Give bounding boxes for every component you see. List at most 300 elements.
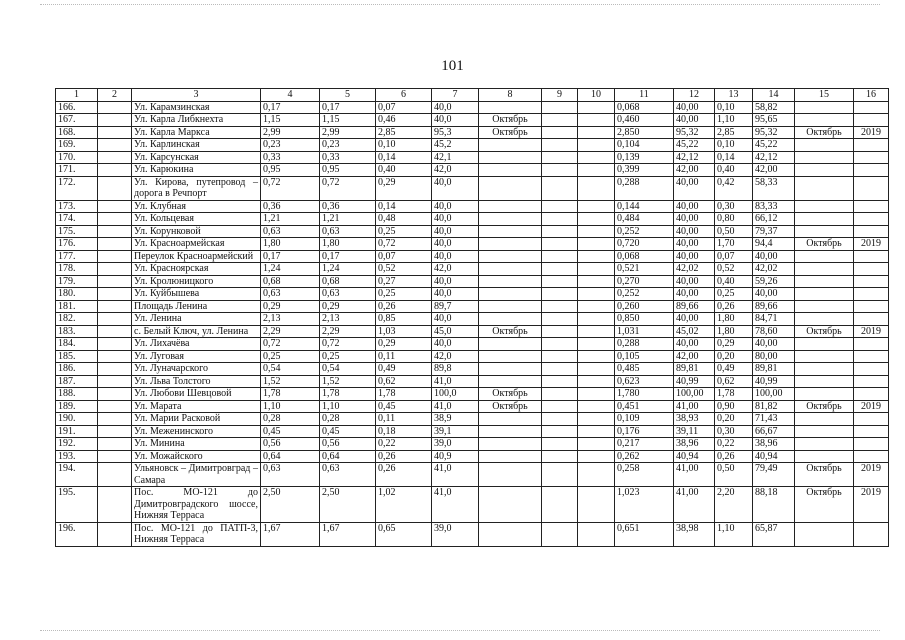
col11-value: 0,850 bbox=[615, 313, 674, 326]
col12-value: 40,00 bbox=[674, 238, 715, 251]
empty-cell bbox=[98, 238, 132, 251]
col6-value: 0,14 bbox=[376, 200, 432, 213]
col13-value: 0,30 bbox=[715, 425, 753, 438]
header-cell: 4 bbox=[261, 89, 320, 102]
empty-cell bbox=[98, 101, 132, 114]
col8-month bbox=[479, 413, 542, 426]
col12-value: 40,00 bbox=[674, 288, 715, 301]
row-number: 176. bbox=[56, 238, 98, 251]
col15-month bbox=[795, 275, 854, 288]
col8-month bbox=[479, 213, 542, 226]
header-cell: 5 bbox=[320, 89, 376, 102]
street-name: Ул. Карамзинская bbox=[132, 101, 261, 114]
col11-value: 0,521 bbox=[615, 263, 674, 276]
col4-value: 1,67 bbox=[261, 522, 320, 546]
col14-value: 59,26 bbox=[753, 275, 795, 288]
empty-cell bbox=[98, 522, 132, 546]
col15-month: Октябрь bbox=[795, 463, 854, 487]
col6-value: 0,22 bbox=[376, 438, 432, 451]
col14-value: 58,33 bbox=[753, 176, 795, 200]
col8-month bbox=[479, 164, 542, 177]
col11-value: 0,068 bbox=[615, 250, 674, 263]
col11-value: 0,176 bbox=[615, 425, 674, 438]
table-row bbox=[56, 487, 889, 523]
col8-month: Октябрь bbox=[479, 325, 542, 338]
col8-month bbox=[479, 250, 542, 263]
col7-value: 42,1 bbox=[432, 151, 479, 164]
col8-month bbox=[479, 139, 542, 152]
col14-value: 88,18 bbox=[753, 487, 795, 523]
col4-value: 1,78 bbox=[261, 388, 320, 401]
empty-cell bbox=[98, 126, 132, 139]
scan-edge-top bbox=[40, 4, 880, 5]
col7-value: 38,9 bbox=[432, 413, 479, 426]
table-row bbox=[56, 139, 889, 152]
col13-value: 0,10 bbox=[715, 139, 753, 152]
col11-value: 0,262 bbox=[615, 450, 674, 463]
table-row bbox=[56, 325, 889, 338]
empty-cell bbox=[542, 425, 578, 438]
col6-value: 0,45 bbox=[376, 400, 432, 413]
empty-cell bbox=[578, 288, 615, 301]
empty-cell bbox=[578, 101, 615, 114]
col7-value: 39,0 bbox=[432, 522, 479, 546]
empty-cell bbox=[578, 400, 615, 413]
col12-value: 95,32 bbox=[674, 126, 715, 139]
empty-cell bbox=[98, 463, 132, 487]
empty-cell bbox=[542, 225, 578, 238]
col7-value: 40,0 bbox=[432, 101, 479, 114]
col6-value: 1,02 bbox=[376, 487, 432, 523]
col7-value: 40,0 bbox=[432, 200, 479, 213]
empty-cell bbox=[542, 375, 578, 388]
header-cell: 6 bbox=[376, 89, 432, 102]
col5-value: 1,21 bbox=[320, 213, 376, 226]
header-cell: 15 bbox=[795, 89, 854, 102]
table-row bbox=[56, 225, 889, 238]
col8-month bbox=[479, 225, 542, 238]
col5-value: 0,63 bbox=[320, 288, 376, 301]
header-cell: 16 bbox=[854, 89, 889, 102]
col5-value: 0,45 bbox=[320, 425, 376, 438]
row-number: 185. bbox=[56, 350, 98, 363]
col4-value: 0,72 bbox=[261, 338, 320, 351]
empty-cell bbox=[542, 151, 578, 164]
col5-value: 0,64 bbox=[320, 450, 376, 463]
street-name: с. Белый Ключ, ул. Ленина bbox=[132, 325, 261, 338]
col14-value: 66,12 bbox=[753, 213, 795, 226]
col12-value: 40,00 bbox=[674, 213, 715, 226]
empty-cell bbox=[578, 263, 615, 276]
col12-value: 40,00 bbox=[674, 275, 715, 288]
row-number: 187. bbox=[56, 375, 98, 388]
col12-value: 40,00 bbox=[674, 101, 715, 114]
col16-year bbox=[854, 425, 889, 438]
col13-value: 0,90 bbox=[715, 400, 753, 413]
col14-value: 81,82 bbox=[753, 400, 795, 413]
col11-value: 0,460 bbox=[615, 114, 674, 127]
col16-year bbox=[854, 313, 889, 326]
col7-value: 40,0 bbox=[432, 213, 479, 226]
col8-month bbox=[479, 176, 542, 200]
row-number: 189. bbox=[56, 400, 98, 413]
empty-cell bbox=[578, 225, 615, 238]
empty-cell bbox=[578, 487, 615, 523]
col8-month bbox=[479, 288, 542, 301]
table-row bbox=[56, 425, 889, 438]
col16-year bbox=[854, 438, 889, 451]
col11-value: 0,623 bbox=[615, 375, 674, 388]
header-cell: 14 bbox=[753, 89, 795, 102]
col15-month bbox=[795, 101, 854, 114]
col11-value: 0,651 bbox=[615, 522, 674, 546]
col16-year bbox=[854, 139, 889, 152]
empty-cell bbox=[578, 363, 615, 376]
table-row bbox=[56, 200, 889, 213]
empty-cell bbox=[542, 139, 578, 152]
table-row bbox=[56, 313, 889, 326]
col13-value: 0,22 bbox=[715, 438, 753, 451]
col4-value: 2,29 bbox=[261, 325, 320, 338]
table-row bbox=[56, 275, 889, 288]
col12-value: 45,22 bbox=[674, 139, 715, 152]
col6-value: 0,48 bbox=[376, 213, 432, 226]
col13-value: 0,30 bbox=[715, 200, 753, 213]
col12-value: 40,94 bbox=[674, 450, 715, 463]
empty-cell bbox=[542, 450, 578, 463]
col16-year bbox=[854, 101, 889, 114]
col5-value: 1,24 bbox=[320, 263, 376, 276]
empty-cell bbox=[98, 350, 132, 363]
col14-value: 79,49 bbox=[753, 463, 795, 487]
col16-year: 2019 bbox=[854, 325, 889, 338]
col14-value: 66,67 bbox=[753, 425, 795, 438]
street-name: Ул. Клубная bbox=[132, 200, 261, 213]
col12-value: 38,96 bbox=[674, 438, 715, 451]
col4-value: 1,15 bbox=[261, 114, 320, 127]
col13-value: 0,26 bbox=[715, 300, 753, 313]
col14-value: 95,32 bbox=[753, 126, 795, 139]
street-name: Ул. Луговая bbox=[132, 350, 261, 363]
row-number: 179. bbox=[56, 275, 98, 288]
col15-month: Октябрь bbox=[795, 325, 854, 338]
col5-value: 2,13 bbox=[320, 313, 376, 326]
street-name: Ул. Льва Толстого bbox=[132, 375, 261, 388]
col4-value: 0,17 bbox=[261, 250, 320, 263]
street-name: Ул. Кролюницкого bbox=[132, 275, 261, 288]
col13-value: 0,20 bbox=[715, 350, 753, 363]
header-row bbox=[56, 89, 889, 102]
street-name: Ул. Карлинская bbox=[132, 139, 261, 152]
empty-cell bbox=[542, 250, 578, 263]
col4-value: 0,23 bbox=[261, 139, 320, 152]
empty-cell bbox=[542, 288, 578, 301]
col11-value: 0,252 bbox=[615, 225, 674, 238]
col7-value: 41,0 bbox=[432, 375, 479, 388]
col5-value: 1,52 bbox=[320, 375, 376, 388]
empty-cell bbox=[542, 238, 578, 251]
col11-value: 0,109 bbox=[615, 413, 674, 426]
col16-year bbox=[854, 200, 889, 213]
col14-value: 42,12 bbox=[753, 151, 795, 164]
col6-value: 0,14 bbox=[376, 151, 432, 164]
col14-value: 40,00 bbox=[753, 288, 795, 301]
col11-value: 1,780 bbox=[615, 388, 674, 401]
col13-value: 0,20 bbox=[715, 413, 753, 426]
col16-year bbox=[854, 114, 889, 127]
row-number: 171. bbox=[56, 164, 98, 177]
empty-cell bbox=[542, 164, 578, 177]
col15-month bbox=[795, 363, 854, 376]
col14-value: 58,82 bbox=[753, 101, 795, 114]
col12-value: 42,02 bbox=[674, 263, 715, 276]
table-row bbox=[56, 263, 889, 276]
col12-value: 100,00 bbox=[674, 388, 715, 401]
col7-value: 40,0 bbox=[432, 176, 479, 200]
street-name: Ул. Куйбышева bbox=[132, 288, 261, 301]
col11-value: 0,144 bbox=[615, 200, 674, 213]
col5-value: 1,15 bbox=[320, 114, 376, 127]
row-number: 177. bbox=[56, 250, 98, 263]
col11-value: 1,023 bbox=[615, 487, 674, 523]
col13-value: 1,10 bbox=[715, 522, 753, 546]
col5-value: 0,72 bbox=[320, 176, 376, 200]
table-row bbox=[56, 238, 889, 251]
col13-value: 0,62 bbox=[715, 375, 753, 388]
col16-year bbox=[854, 375, 889, 388]
col6-value: 0,29 bbox=[376, 176, 432, 200]
col7-value: 40,0 bbox=[432, 313, 479, 326]
col13-value: 0,40 bbox=[715, 275, 753, 288]
col7-value: 40,0 bbox=[432, 275, 479, 288]
table-body bbox=[56, 89, 889, 547]
col14-value: 94,4 bbox=[753, 238, 795, 251]
col13-value: 0,40 bbox=[715, 164, 753, 177]
col16-year bbox=[854, 350, 889, 363]
col4-value: 0,63 bbox=[261, 463, 320, 487]
col4-value: 1,21 bbox=[261, 213, 320, 226]
col4-value: 0,36 bbox=[261, 200, 320, 213]
col7-value: 39,0 bbox=[432, 438, 479, 451]
col11-value: 0,104 bbox=[615, 139, 674, 152]
row-number: 193. bbox=[56, 450, 98, 463]
col8-month bbox=[479, 200, 542, 213]
col7-value: 40,9 bbox=[432, 450, 479, 463]
col6-value: 0,10 bbox=[376, 139, 432, 152]
col5-value: 0,23 bbox=[320, 139, 376, 152]
empty-cell bbox=[542, 522, 578, 546]
row-number: 182. bbox=[56, 313, 98, 326]
empty-cell bbox=[98, 200, 132, 213]
col14-value: 38,96 bbox=[753, 438, 795, 451]
col5-value: 2,99 bbox=[320, 126, 376, 139]
col16-year bbox=[854, 522, 889, 546]
col15-month bbox=[795, 176, 854, 200]
empty-cell bbox=[98, 413, 132, 426]
col14-value: 42,02 bbox=[753, 263, 795, 276]
col5-value: 2,29 bbox=[320, 325, 376, 338]
col13-value: 0,42 bbox=[715, 176, 753, 200]
col5-value: 0,36 bbox=[320, 200, 376, 213]
table-row bbox=[56, 350, 889, 363]
empty-cell bbox=[542, 350, 578, 363]
col4-value: 1,24 bbox=[261, 263, 320, 276]
col6-value: 2,85 bbox=[376, 126, 432, 139]
col5-value: 1,80 bbox=[320, 238, 376, 251]
empty-cell bbox=[542, 463, 578, 487]
col12-value: 41,00 bbox=[674, 487, 715, 523]
col15-month: Октябрь bbox=[795, 400, 854, 413]
row-number: 195. bbox=[56, 487, 98, 523]
col6-value: 0,07 bbox=[376, 250, 432, 263]
col16-year bbox=[854, 288, 889, 301]
row-number: 180. bbox=[56, 288, 98, 301]
col8-month bbox=[479, 300, 542, 313]
col7-value: 95,3 bbox=[432, 126, 479, 139]
empty-cell bbox=[542, 263, 578, 276]
col6-value: 0,85 bbox=[376, 313, 432, 326]
col8-month bbox=[479, 101, 542, 114]
empty-cell bbox=[98, 425, 132, 438]
empty-cell bbox=[542, 413, 578, 426]
col12-value: 89,66 bbox=[674, 300, 715, 313]
col4-value: 1,52 bbox=[261, 375, 320, 388]
empty-cell bbox=[542, 363, 578, 376]
col11-value: 2,850 bbox=[615, 126, 674, 139]
col11-value: 0,288 bbox=[615, 338, 674, 351]
street-name: Ул. Красноярская bbox=[132, 263, 261, 276]
col12-value: 40,00 bbox=[674, 338, 715, 351]
page-number: 101 bbox=[441, 58, 464, 74]
col13-value: 0,52 bbox=[715, 263, 753, 276]
table-row bbox=[56, 375, 889, 388]
col15-month bbox=[795, 375, 854, 388]
table-row bbox=[56, 176, 889, 200]
col11-value: 0,068 bbox=[615, 101, 674, 114]
street-name: Ул. Карла Маркса bbox=[132, 126, 261, 139]
row-number: 192. bbox=[56, 438, 98, 451]
col14-value: 95,65 bbox=[753, 114, 795, 127]
col12-value: 89,81 bbox=[674, 363, 715, 376]
street-name: Ул. Луначарского bbox=[132, 363, 261, 376]
col13-value: 1,70 bbox=[715, 238, 753, 251]
col15-month bbox=[795, 338, 854, 351]
header-cell: 7 bbox=[432, 89, 479, 102]
table-row bbox=[56, 450, 889, 463]
col14-value: 84,71 bbox=[753, 313, 795, 326]
col7-value: 40,0 bbox=[432, 338, 479, 351]
street-name: Ул. Можайского bbox=[132, 450, 261, 463]
col4-value: 0,63 bbox=[261, 288, 320, 301]
empty-cell bbox=[98, 338, 132, 351]
col15-month bbox=[795, 164, 854, 177]
empty-cell bbox=[542, 200, 578, 213]
row-number: 196. bbox=[56, 522, 98, 546]
scan-edge-bottom bbox=[40, 630, 880, 631]
col7-value: 40,0 bbox=[432, 114, 479, 127]
table-row bbox=[56, 413, 889, 426]
col12-value: 40,00 bbox=[674, 176, 715, 200]
table-row bbox=[56, 400, 889, 413]
col6-value: 0,29 bbox=[376, 338, 432, 351]
header-cell: 9 bbox=[542, 89, 578, 102]
empty-cell bbox=[578, 238, 615, 251]
street-name: Переулок Красноармейский bbox=[132, 250, 261, 263]
col5-value: 0,63 bbox=[320, 463, 376, 487]
col5-value: 0,33 bbox=[320, 151, 376, 164]
col8-month bbox=[479, 425, 542, 438]
col5-value: 0,17 bbox=[320, 250, 376, 263]
street-name: Ул. Меженинского bbox=[132, 425, 261, 438]
col15-month bbox=[795, 388, 854, 401]
col12-value: 40,00 bbox=[674, 225, 715, 238]
col8-month bbox=[479, 375, 542, 388]
table-row bbox=[56, 288, 889, 301]
col5-value: 0,56 bbox=[320, 438, 376, 451]
col15-month bbox=[795, 450, 854, 463]
col6-value: 0,26 bbox=[376, 450, 432, 463]
header-cell: 2 bbox=[98, 89, 132, 102]
table-row bbox=[56, 338, 889, 351]
col7-value: 41,0 bbox=[432, 400, 479, 413]
table-row bbox=[56, 164, 889, 177]
row-number: 170. bbox=[56, 151, 98, 164]
col7-value: 89,7 bbox=[432, 300, 479, 313]
col8-month bbox=[479, 363, 542, 376]
street-name: Ул. Кирова, путепровод – дорога в Речпорт bbox=[132, 176, 261, 200]
row-number: 169. bbox=[56, 139, 98, 152]
table-row bbox=[56, 126, 889, 139]
col6-value: 0,25 bbox=[376, 288, 432, 301]
street-name: Ул. Ленина bbox=[132, 313, 261, 326]
col6-value: 0,65 bbox=[376, 522, 432, 546]
col12-value: 41,00 bbox=[674, 463, 715, 487]
empty-cell bbox=[98, 325, 132, 338]
empty-cell bbox=[578, 300, 615, 313]
col4-value: 0,64 bbox=[261, 450, 320, 463]
col16-year bbox=[854, 250, 889, 263]
street-name: Ул. Марата bbox=[132, 400, 261, 413]
empty-cell bbox=[578, 250, 615, 263]
empty-cell bbox=[98, 313, 132, 326]
col5-value: 2,50 bbox=[320, 487, 376, 523]
empty-cell bbox=[542, 176, 578, 200]
col12-value: 42,00 bbox=[674, 350, 715, 363]
empty-cell bbox=[578, 463, 615, 487]
empty-cell bbox=[98, 300, 132, 313]
col16-year bbox=[854, 151, 889, 164]
col14-value: 78,60 bbox=[753, 325, 795, 338]
empty-cell bbox=[578, 200, 615, 213]
col5-value: 1,78 bbox=[320, 388, 376, 401]
col13-value: 0,50 bbox=[715, 463, 753, 487]
col7-value: 41,0 bbox=[432, 463, 479, 487]
empty-cell bbox=[98, 487, 132, 523]
empty-cell bbox=[578, 338, 615, 351]
col11-value: 0,451 bbox=[615, 400, 674, 413]
col15-month bbox=[795, 250, 854, 263]
empty-cell bbox=[578, 275, 615, 288]
col16-year bbox=[854, 225, 889, 238]
row-number: 168. bbox=[56, 126, 98, 139]
street-name: Площадь Ленина bbox=[132, 300, 261, 313]
col16-year: 2019 bbox=[854, 487, 889, 523]
street-name: Ул. Красноармейская bbox=[132, 238, 261, 251]
col16-year: 2019 bbox=[854, 463, 889, 487]
empty-cell bbox=[98, 225, 132, 238]
col11-value: 0,399 bbox=[615, 164, 674, 177]
col11-value: 0,217 bbox=[615, 438, 674, 451]
